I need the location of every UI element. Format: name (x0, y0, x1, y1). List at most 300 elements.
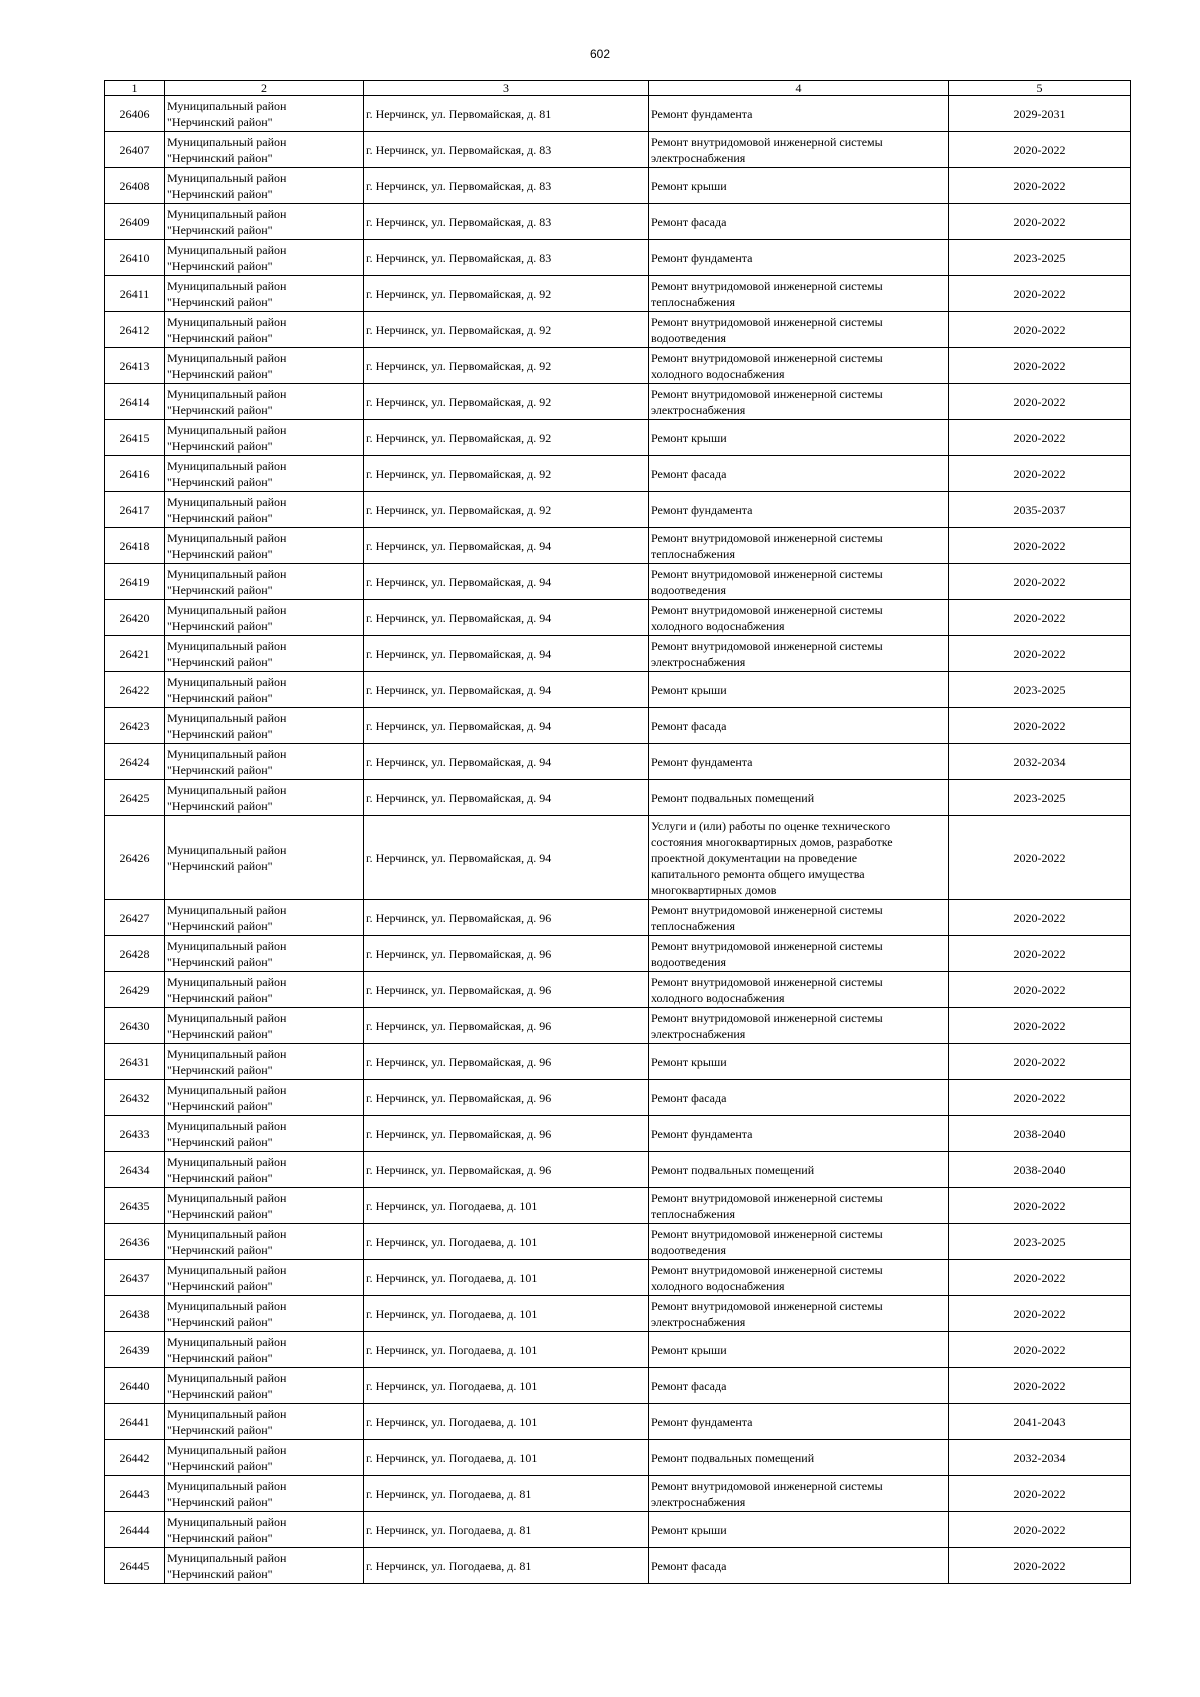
table-row (105, 348, 1131, 384)
district-line: "Нерчинский район" (167, 1278, 273, 1293)
row-number: 26434 (105, 1152, 165, 1188)
period-cell: 2020-2022 (949, 1476, 1131, 1512)
work-type-line: холодного водоснабжения (651, 366, 785, 381)
row-number: 26415 (105, 420, 165, 456)
district-line: "Нерчинский район" (167, 918, 273, 933)
row-number: 26429 (105, 972, 165, 1008)
district-line: "Нерчинский район" (167, 1422, 273, 1437)
work-type-cell (649, 348, 949, 384)
district-line: "Нерчинский район" (167, 1566, 273, 1581)
work-type-cell (649, 1404, 949, 1440)
work-type-line: электроснабжения (651, 1026, 746, 1041)
district-line: Муниципальный район (167, 566, 287, 581)
row-number: 26411 (105, 276, 165, 312)
work-type-cell (649, 132, 949, 168)
district-line: Муниципальный район (167, 314, 287, 329)
district-line: Муниципальный район (167, 1442, 287, 1457)
work-type-line: теплоснабжения (651, 546, 735, 561)
column-header-4: 4 (649, 81, 949, 96)
address-cell: г. Нерчинск, ул. Погодаева, д. 101 (364, 1440, 649, 1476)
work-type-cell (649, 456, 949, 492)
work-type-cell (649, 1044, 949, 1080)
district-line: "Нерчинский район" (167, 294, 273, 309)
table-row (105, 168, 1131, 204)
district-line: Муниципальный район (167, 1478, 287, 1493)
district-line: "Нерчинский район" (167, 366, 273, 381)
table-row (105, 780, 1131, 816)
period-cell: 2020-2022 (949, 972, 1131, 1008)
district-line: "Нерчинский район" (167, 114, 273, 129)
district-cell (165, 492, 364, 528)
row-number: 26410 (105, 240, 165, 276)
address-cell: г. Нерчинск, ул. Погодаева, д. 101 (364, 1296, 649, 1332)
work-type-cell (649, 936, 949, 972)
address-cell: г. Нерчинск, ул. Первомайская, д. 92 (364, 276, 649, 312)
district-cell (165, 168, 364, 204)
work-type-line: Ремонт крыши (651, 1522, 727, 1537)
district-line: "Нерчинский район" (167, 726, 273, 741)
address-cell: г. Нерчинск, ул. Первомайская, д. 94 (364, 564, 649, 600)
district-line: "Нерчинский район" (167, 690, 273, 705)
repair-schedule-table (104, 80, 1131, 1584)
district-line: Муниципальный район (167, 458, 287, 473)
row-number: 26441 (105, 1404, 165, 1440)
row-number: 26433 (105, 1116, 165, 1152)
table-header (105, 81, 1131, 96)
work-type-cell (649, 1332, 949, 1368)
period-cell: 2020-2022 (949, 900, 1131, 936)
district-line: "Нерчинский район" (167, 402, 273, 417)
period-cell: 2023-2025 (949, 240, 1131, 276)
row-number: 26419 (105, 564, 165, 600)
row-number: 26414 (105, 384, 165, 420)
period-cell: 2020-2022 (949, 348, 1131, 384)
period-cell: 2020-2022 (949, 636, 1131, 672)
work-type-cell (649, 900, 949, 936)
work-type-cell (649, 1116, 949, 1152)
period-cell: 2020-2022 (949, 132, 1131, 168)
address-cell: г. Нерчинск, ул. Первомайская, д. 96 (364, 936, 649, 972)
row-number: 26426 (105, 816, 165, 900)
table-row (105, 672, 1131, 708)
district-line: "Нерчинский район" (167, 1134, 273, 1149)
address-cell: г. Нерчинск, ул. Первомайская, д. 96 (364, 1008, 649, 1044)
work-type-line: состояния многоквартирных домов, разработке (651, 834, 893, 849)
address-cell: г. Нерчинск, ул. Первомайская, д. 92 (364, 456, 649, 492)
table-row (105, 1116, 1131, 1152)
work-type-line: капитального ремонта общего имущества (651, 866, 865, 881)
row-number: 26428 (105, 936, 165, 972)
period-cell: 2023-2025 (949, 672, 1131, 708)
work-type-line: теплоснабжения (651, 294, 735, 309)
table-row (105, 1044, 1131, 1080)
district-line: Муниципальный район (167, 974, 287, 989)
work-type-line: Ремонт внутридомовой инженерной системы (651, 1262, 883, 1277)
table-row (105, 96, 1131, 132)
period-cell: 2020-2022 (949, 1368, 1131, 1404)
address-cell: г. Нерчинск, ул. Первомайская, д. 94 (364, 708, 649, 744)
work-type-line: Ремонт фундамента (651, 502, 753, 517)
district-line: "Нерчинский район" (167, 1314, 273, 1329)
work-type-cell (649, 1152, 949, 1188)
work-type-line: проектной документации на проведение (651, 850, 858, 865)
table-row (105, 900, 1131, 936)
district-line: Муниципальный район (167, 1190, 287, 1205)
address-cell: г. Нерчинск, ул. Погодаева, д. 101 (364, 1332, 649, 1368)
period-cell: 2020-2022 (949, 1080, 1131, 1116)
district-line: Муниципальный район (167, 902, 287, 917)
district-line: "Нерчинский район" (167, 762, 273, 777)
address-cell: г. Нерчинск, ул. Первомайская, д. 96 (364, 1080, 649, 1116)
work-type-line: Ремонт фасада (651, 1378, 727, 1393)
district-line: Муниципальный район (167, 746, 287, 761)
work-type-line: Ремонт подвальных помещений (651, 790, 815, 805)
work-type-line: Услуги и (или) работы по оценке технического (651, 818, 891, 833)
work-type-line: Ремонт внутридомовой инженерной системы (651, 938, 883, 953)
work-type-line: Ремонт внутридомовой инженерной системы (651, 1010, 883, 1025)
work-type-cell (649, 1188, 949, 1224)
period-cell: 2020-2022 (949, 528, 1131, 564)
address-cell: г. Нерчинск, ул. Погодаева, д. 81 (364, 1476, 649, 1512)
work-type-line: Ремонт внутридомовой инженерной системы (651, 314, 883, 329)
address-cell: г. Нерчинск, ул. Первомайская, д. 83 (364, 132, 649, 168)
district-line: Муниципальный район (167, 1406, 287, 1421)
table-row (105, 636, 1131, 672)
work-type-cell (649, 744, 949, 780)
district-line: Муниципальный район (167, 1550, 287, 1565)
district-line: "Нерчинский район" (167, 1530, 273, 1545)
work-type-line: водоотведения (651, 330, 726, 345)
district-line: "Нерчинский район" (167, 438, 273, 453)
address-cell: г. Нерчинск, ул. Первомайская, д. 94 (364, 780, 649, 816)
row-number: 26437 (105, 1260, 165, 1296)
district-line: "Нерчинский район" (167, 186, 273, 201)
period-cell: 2020-2022 (949, 600, 1131, 636)
row-number: 26425 (105, 780, 165, 816)
table-row (105, 1260, 1131, 1296)
work-type-line: Ремонт подвальных помещений (651, 1162, 815, 1177)
period-cell: 2020-2022 (949, 1512, 1131, 1548)
row-number: 26407 (105, 132, 165, 168)
district-cell (165, 312, 364, 348)
work-type-line: Ремонт внутридомовой инженерной системы (651, 1478, 883, 1493)
work-type-cell (649, 600, 949, 636)
district-line: Муниципальный район (167, 134, 287, 149)
work-type-cell (649, 1548, 949, 1584)
column-header-2: 2 (165, 81, 364, 96)
period-cell: 2020-2022 (949, 204, 1131, 240)
work-type-line: теплоснабжения (651, 1206, 735, 1221)
table-row (105, 1296, 1131, 1332)
district-cell (165, 600, 364, 636)
district-line: "Нерчинский район" (167, 654, 273, 669)
district-cell (165, 1152, 364, 1188)
district-cell (165, 240, 364, 276)
row-number: 26412 (105, 312, 165, 348)
address-cell: г. Нерчинск, ул. Первомайская, д. 92 (364, 384, 649, 420)
district-cell (165, 384, 364, 420)
work-type-line: электроснабжения (651, 402, 746, 417)
row-number: 26427 (105, 900, 165, 936)
table-row (105, 708, 1131, 744)
district-line: "Нерчинский район" (167, 546, 273, 561)
district-line: "Нерчинский район" (167, 1350, 273, 1365)
period-cell: 2020-2022 (949, 420, 1131, 456)
address-cell: г. Нерчинск, ул. Первомайская, д. 94 (364, 636, 649, 672)
work-type-cell (649, 312, 949, 348)
table-row (105, 204, 1131, 240)
district-line: "Нерчинский район" (167, 1458, 273, 1473)
work-type-line: водоотведения (651, 582, 726, 597)
address-cell: г. Нерчинск, ул. Первомайская, д. 96 (364, 1152, 649, 1188)
district-cell (165, 1188, 364, 1224)
district-line: Муниципальный район (167, 242, 287, 257)
column-header-5: 5 (949, 81, 1131, 96)
district-line: "Нерчинский район" (167, 258, 273, 273)
work-type-line: Ремонт фасада (651, 718, 727, 733)
district-cell (165, 276, 364, 312)
district-line: Муниципальный район (167, 710, 287, 725)
address-cell: г. Нерчинск, ул. Первомайская, д. 94 (364, 600, 649, 636)
work-type-cell (649, 1440, 949, 1476)
work-type-line: электроснабжения (651, 150, 746, 165)
table-row (105, 936, 1131, 972)
row-number: 26444 (105, 1512, 165, 1548)
work-type-cell (649, 972, 949, 1008)
district-cell (165, 528, 364, 564)
address-cell: г. Нерчинск, ул. Первомайская, д. 96 (364, 900, 649, 936)
table-row (105, 972, 1131, 1008)
district-line: Муниципальный район (167, 1370, 287, 1385)
district-line: Муниципальный район (167, 1262, 287, 1277)
district-cell (165, 564, 364, 600)
table-row (105, 1368, 1131, 1404)
work-type-line: Ремонт крыши (651, 430, 727, 445)
district-line: "Нерчинский район" (167, 330, 273, 345)
period-cell: 2041-2043 (949, 1404, 1131, 1440)
district-line: "Нерчинский район" (167, 618, 273, 633)
district-line: "Нерчинский район" (167, 798, 273, 813)
table-row (105, 564, 1131, 600)
row-number: 26420 (105, 600, 165, 636)
district-line: Муниципальный район (167, 1154, 287, 1169)
work-type-line: Ремонт внутридомовой инженерной системы (651, 1190, 883, 1205)
district-line: Муниципальный район (167, 278, 287, 293)
work-type-line: Ремонт фасада (651, 214, 727, 229)
address-cell: г. Нерчинск, ул. Первомайская, д. 94 (364, 672, 649, 708)
work-type-line: холодного водоснабжения (651, 990, 785, 1005)
work-type-cell (649, 1476, 949, 1512)
period-cell: 2029-2031 (949, 96, 1131, 132)
work-type-cell (649, 204, 949, 240)
table-row (105, 1224, 1131, 1260)
district-cell (165, 1116, 364, 1152)
table-row (105, 744, 1131, 780)
period-cell: 2020-2022 (949, 276, 1131, 312)
district-line: Муниципальный район (167, 842, 287, 857)
district-cell (165, 972, 364, 1008)
address-cell: г. Нерчинск, ул. Первомайская, д. 96 (364, 1044, 649, 1080)
period-cell: 2023-2025 (949, 1224, 1131, 1260)
work-type-line: холодного водоснабжения (651, 1278, 785, 1293)
work-type-line: Ремонт внутридомовой инженерной системы (651, 602, 883, 617)
work-type-cell (649, 1260, 949, 1296)
period-cell: 2038-2040 (949, 1116, 1131, 1152)
address-cell: г. Нерчинск, ул. Первомайская, д. 94 (364, 744, 649, 780)
district-line: "Нерчинский район" (167, 1170, 273, 1185)
district-line: Муниципальный район (167, 1046, 287, 1061)
district-line: Муниципальный район (167, 602, 287, 617)
district-cell (165, 348, 364, 384)
period-cell: 2020-2022 (949, 564, 1131, 600)
district-cell (165, 1476, 364, 1512)
district-cell (165, 1044, 364, 1080)
district-line: Муниципальный район (167, 422, 287, 437)
row-number: 26416 (105, 456, 165, 492)
district-cell (165, 1080, 364, 1116)
address-cell: г. Нерчинск, ул. Первомайская, д. 92 (364, 420, 649, 456)
address-cell: г. Нерчинск, ул. Первомайская, д. 92 (364, 348, 649, 384)
row-number: 26406 (105, 96, 165, 132)
row-number: 26413 (105, 348, 165, 384)
period-cell: 2038-2040 (949, 1152, 1131, 1188)
district-line: Муниципальный район (167, 674, 287, 689)
work-type-line: Ремонт фасада (651, 1090, 727, 1105)
work-type-line: электроснабжения (651, 654, 746, 669)
work-type-line: Ремонт фундамента (651, 250, 753, 265)
work-type-cell (649, 420, 949, 456)
district-line: Муниципальный район (167, 1118, 287, 1133)
district-cell (165, 204, 364, 240)
row-number: 26418 (105, 528, 165, 564)
work-type-line: Ремонт внутридомовой инженерной системы (651, 278, 883, 293)
address-cell: г. Нерчинск, ул. Первомайская, д. 96 (364, 972, 649, 1008)
district-line: Муниципальный район (167, 1082, 287, 1097)
district-line: "Нерчинский район" (167, 858, 273, 873)
district-line: "Нерчинский район" (167, 1206, 273, 1221)
work-type-line: Ремонт внутридомовой инженерной системы (651, 638, 883, 653)
work-type-line: многоквартирных домов (651, 882, 777, 897)
table-row (105, 816, 1131, 900)
address-cell: г. Нерчинск, ул. Погодаева, д. 81 (364, 1548, 649, 1584)
work-type-line: Ремонт крыши (651, 1054, 727, 1069)
work-type-cell (649, 816, 949, 900)
period-cell: 2020-2022 (949, 456, 1131, 492)
row-number: 26439 (105, 1332, 165, 1368)
work-type-cell (649, 708, 949, 744)
work-type-cell (649, 276, 949, 312)
period-cell: 2020-2022 (949, 816, 1131, 900)
district-line: Муниципальный район (167, 350, 287, 365)
work-type-cell (649, 780, 949, 816)
district-line: Муниципальный район (167, 98, 287, 113)
district-line: "Нерчинский район" (167, 1494, 273, 1509)
table-body (105, 96, 1131, 1584)
table-row (105, 312, 1131, 348)
district-line: Муниципальный район (167, 206, 287, 221)
row-number: 26409 (105, 204, 165, 240)
district-line: Муниципальный район (167, 782, 287, 797)
work-type-cell (649, 636, 949, 672)
district-line: "Нерчинский район" (167, 1098, 273, 1113)
page-number: 602 (589, 47, 611, 61)
address-cell: г. Нерчинск, ул. Погодаева, д. 101 (364, 1404, 649, 1440)
district-line: "Нерчинский район" (167, 150, 273, 165)
work-type-line: Ремонт фундамента (651, 1126, 753, 1141)
work-type-line: электроснабжения (651, 1314, 746, 1329)
work-type-cell (649, 1296, 949, 1332)
district-cell (165, 744, 364, 780)
work-type-line: Ремонт внутридомовой инженерной системы (651, 974, 883, 989)
work-type-line: Ремонт крыши (651, 682, 727, 697)
district-line: Муниципальный район (167, 1298, 287, 1313)
district-cell (165, 636, 364, 672)
district-line: Муниципальный район (167, 1334, 287, 1349)
work-type-line: Ремонт внутридомовой инженерной системы (651, 134, 883, 149)
period-cell: 2020-2022 (949, 384, 1131, 420)
address-cell: г. Нерчинск, ул. Первомайская, д. 83 (364, 168, 649, 204)
district-line: Муниципальный район (167, 1514, 287, 1529)
period-cell: 2020-2022 (949, 168, 1131, 204)
work-type-line: теплоснабжения (651, 918, 735, 933)
period-cell: 2023-2025 (949, 780, 1131, 816)
district-cell (165, 936, 364, 972)
row-number: 26423 (105, 708, 165, 744)
table-row (105, 528, 1131, 564)
table-row (105, 384, 1131, 420)
work-type-line: Ремонт фасада (651, 466, 727, 481)
address-cell: г. Нерчинск, ул. Погодаева, д. 81 (364, 1512, 649, 1548)
district-line: Муниципальный район (167, 530, 287, 545)
header-row (105, 81, 1131, 96)
table-row (105, 240, 1131, 276)
period-cell: 2035-2037 (949, 492, 1131, 528)
work-type-cell (649, 240, 949, 276)
work-type-line: Ремонт внутридомовой инженерной системы (651, 350, 883, 365)
row-number: 26442 (105, 1440, 165, 1476)
district-cell (165, 708, 364, 744)
district-cell (165, 456, 364, 492)
period-cell: 2020-2022 (949, 936, 1131, 972)
work-type-cell (649, 1512, 949, 1548)
table-row (105, 1152, 1131, 1188)
period-cell: 2020-2022 (949, 1548, 1131, 1584)
row-number: 26438 (105, 1296, 165, 1332)
district-line: Муниципальный район (167, 1226, 287, 1241)
district-cell (165, 1260, 364, 1296)
work-type-line: водоотведения (651, 954, 726, 969)
table-row (105, 492, 1131, 528)
table-row (105, 132, 1131, 168)
address-cell: г. Нерчинск, ул. Погодаева, д. 101 (364, 1260, 649, 1296)
table-row (105, 1404, 1131, 1440)
work-type-line: холодного водоснабжения (651, 618, 785, 633)
district-cell (165, 96, 364, 132)
column-header-3: 3 (364, 81, 649, 96)
address-cell: г. Нерчинск, ул. Погодаева, д. 101 (364, 1224, 649, 1260)
column-header-1: 1 (105, 81, 165, 96)
address-cell: г. Нерчинск, ул. Первомайская, д. 92 (364, 312, 649, 348)
address-cell: г. Нерчинск, ул. Первомайская, д. 81 (364, 96, 649, 132)
table-row (105, 1512, 1131, 1548)
address-cell: г. Нерчинск, ул. Первомайская, д. 94 (364, 528, 649, 564)
period-cell: 2020-2022 (949, 1260, 1131, 1296)
district-line: "Нерчинский район" (167, 1026, 273, 1041)
work-type-line: Ремонт крыши (651, 1342, 727, 1357)
period-cell: 2020-2022 (949, 1044, 1131, 1080)
work-type-cell (649, 1080, 949, 1116)
row-number: 26440 (105, 1368, 165, 1404)
